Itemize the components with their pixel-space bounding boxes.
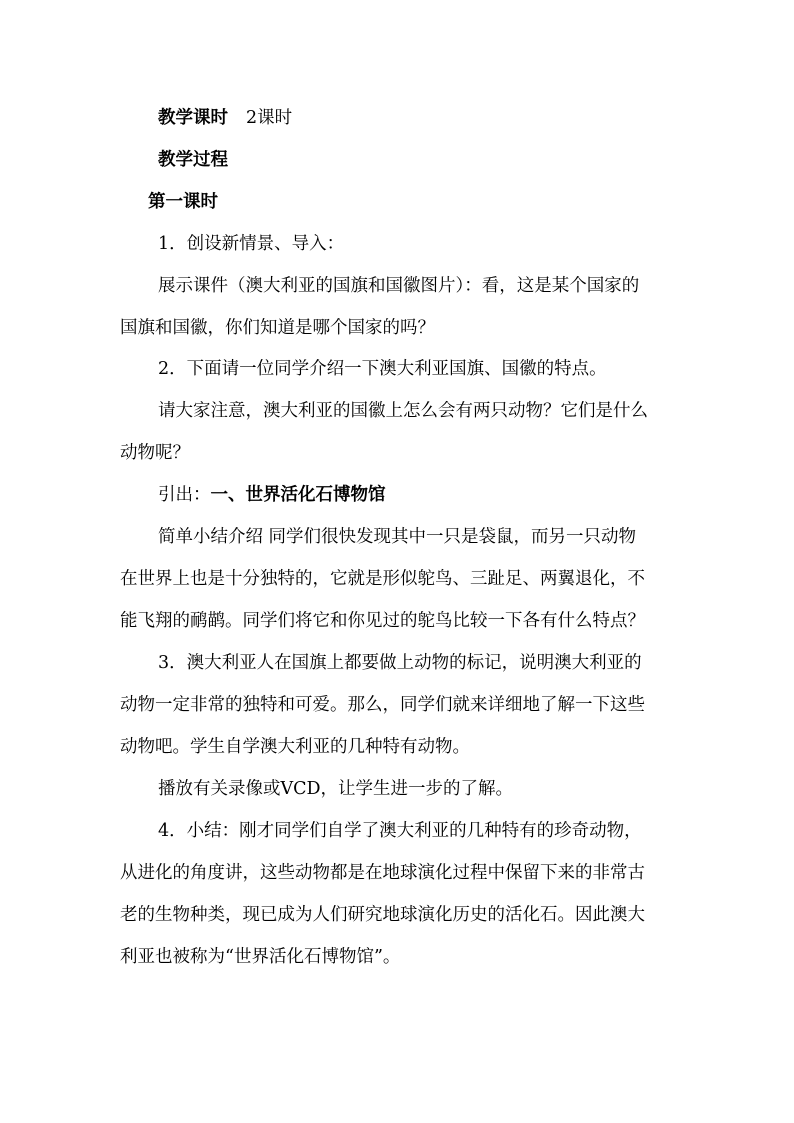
- item1-heading: 1．创设新情景、导入：: [158, 234, 345, 254]
- intro-line: [158, 482, 386, 508]
- item1-line2: 国旗和国徽，你们知道是哪个国家的吗？: [120, 318, 435, 338]
- section-title: 一、世界活化石博物馆: [210, 485, 386, 505]
- item3-line2: 动物一定非常的独特和可爱。那么，同学们就来详细地了解一下这些: [120, 695, 645, 715]
- period-line: [158, 105, 292, 131]
- item3-line3: 动物吧。学生自学澳大利亚的几种特有动物。: [120, 737, 470, 757]
- process-heading: 教学过程: [158, 150, 228, 170]
- item4-line4: 利亚也被称为“世界活化石博物馆”。: [120, 947, 401, 967]
- item3-line1: 3．澳大利亚人在国旗上都要做上动物的标记，说明澳大利亚的: [158, 653, 642, 673]
- period-label: 教学课时: [158, 108, 228, 128]
- item4-line2: 从进化的角度讲，这些动物都是在地球演化过程中保留下来的非常古: [120, 863, 645, 883]
- play-line: 播放有关录像或VCD，让学生进一步的了解。: [158, 779, 514, 799]
- period-value: 2课时: [246, 108, 293, 128]
- item4-line1: 4．小结：刚才同学们自学了澳大利亚的几种特有的珍奇动物，: [158, 821, 642, 841]
- summary-line1: 简单小结介绍 同学们很快发现其中一只是袋鼠，而另一只动物: [158, 527, 637, 547]
- summary-line3: 能飞翔的鸸鹋。同学们将它和你见过的鸵鸟比较一下各有什么特点？: [120, 611, 645, 631]
- item2-heading: 2．下面请一位同学介绍一下澳大利亚国旗、国徽的特点。: [158, 359, 607, 379]
- intro-prefix: 引出：: [158, 485, 211, 505]
- item2-line2: 动物呢？: [120, 443, 190, 463]
- item2-line1: 请大家注意，澳大利亚的国徽上怎么会有两只动物？它们是什么: [158, 401, 648, 421]
- first-lesson-heading: 第一课时: [148, 192, 218, 212]
- item4-line3: 老的生物种类，现已成为人们研究地球演化历史的活化石。因此澳大: [120, 905, 645, 925]
- summary-line2: 在世界上也是十分独特的，它就是形似鸵鸟、三趾足、两翼退化，不: [120, 569, 645, 589]
- item1-line1: 展示课件（澳大利亚的国旗和国徽图片）：看，这是某个国家的: [158, 276, 640, 296]
